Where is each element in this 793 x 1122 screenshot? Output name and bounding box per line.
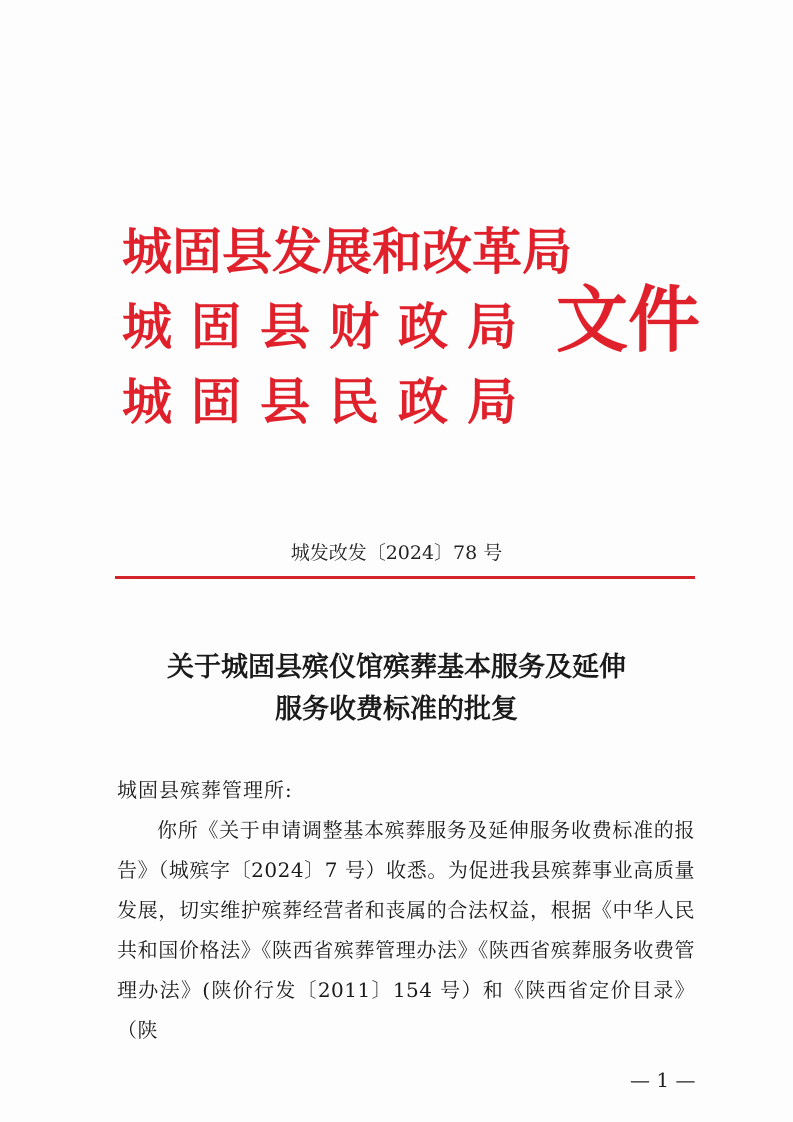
page-number: — 1 — xyxy=(630,1068,696,1092)
document-type-label: 文件 xyxy=(556,277,701,362)
salutation: 城固县殡葬管理所: xyxy=(117,778,293,802)
document-number: 城发改发〔2024〕78 号 xyxy=(290,542,503,564)
body-paragraph: 你所《关于申请调整基本殡葬服务及延伸服务收费标准的报告》（城殡字〔2024〕7 号）收悉。为促进我县殡葬事业高质量发展，切实维护殡葬经营者和丧属的合法权益，根据《中华人民共和国价格法》《陕西省殡葬管理办法》《陕西省殡葬服务收费管理办法》(陕价行发〔2011〕154 号）和《陕西省定价目录》（陕 xyxy=(117,818,695,1042)
issuing-org-2: 城固县财政局 xyxy=(122,297,536,356)
issuing-org-3: 城固县民政局 xyxy=(122,372,536,431)
red-divider-line xyxy=(115,576,695,579)
issuing-org-1: 城固县发展和改革局 xyxy=(122,222,572,281)
document-title-line-2: 服务收费标准的批复 xyxy=(275,694,518,725)
red-header xyxy=(0,0,793,460)
document-title-line-1: 关于城固县殡仪馆殡葬基本服务及延伸 xyxy=(167,652,626,683)
